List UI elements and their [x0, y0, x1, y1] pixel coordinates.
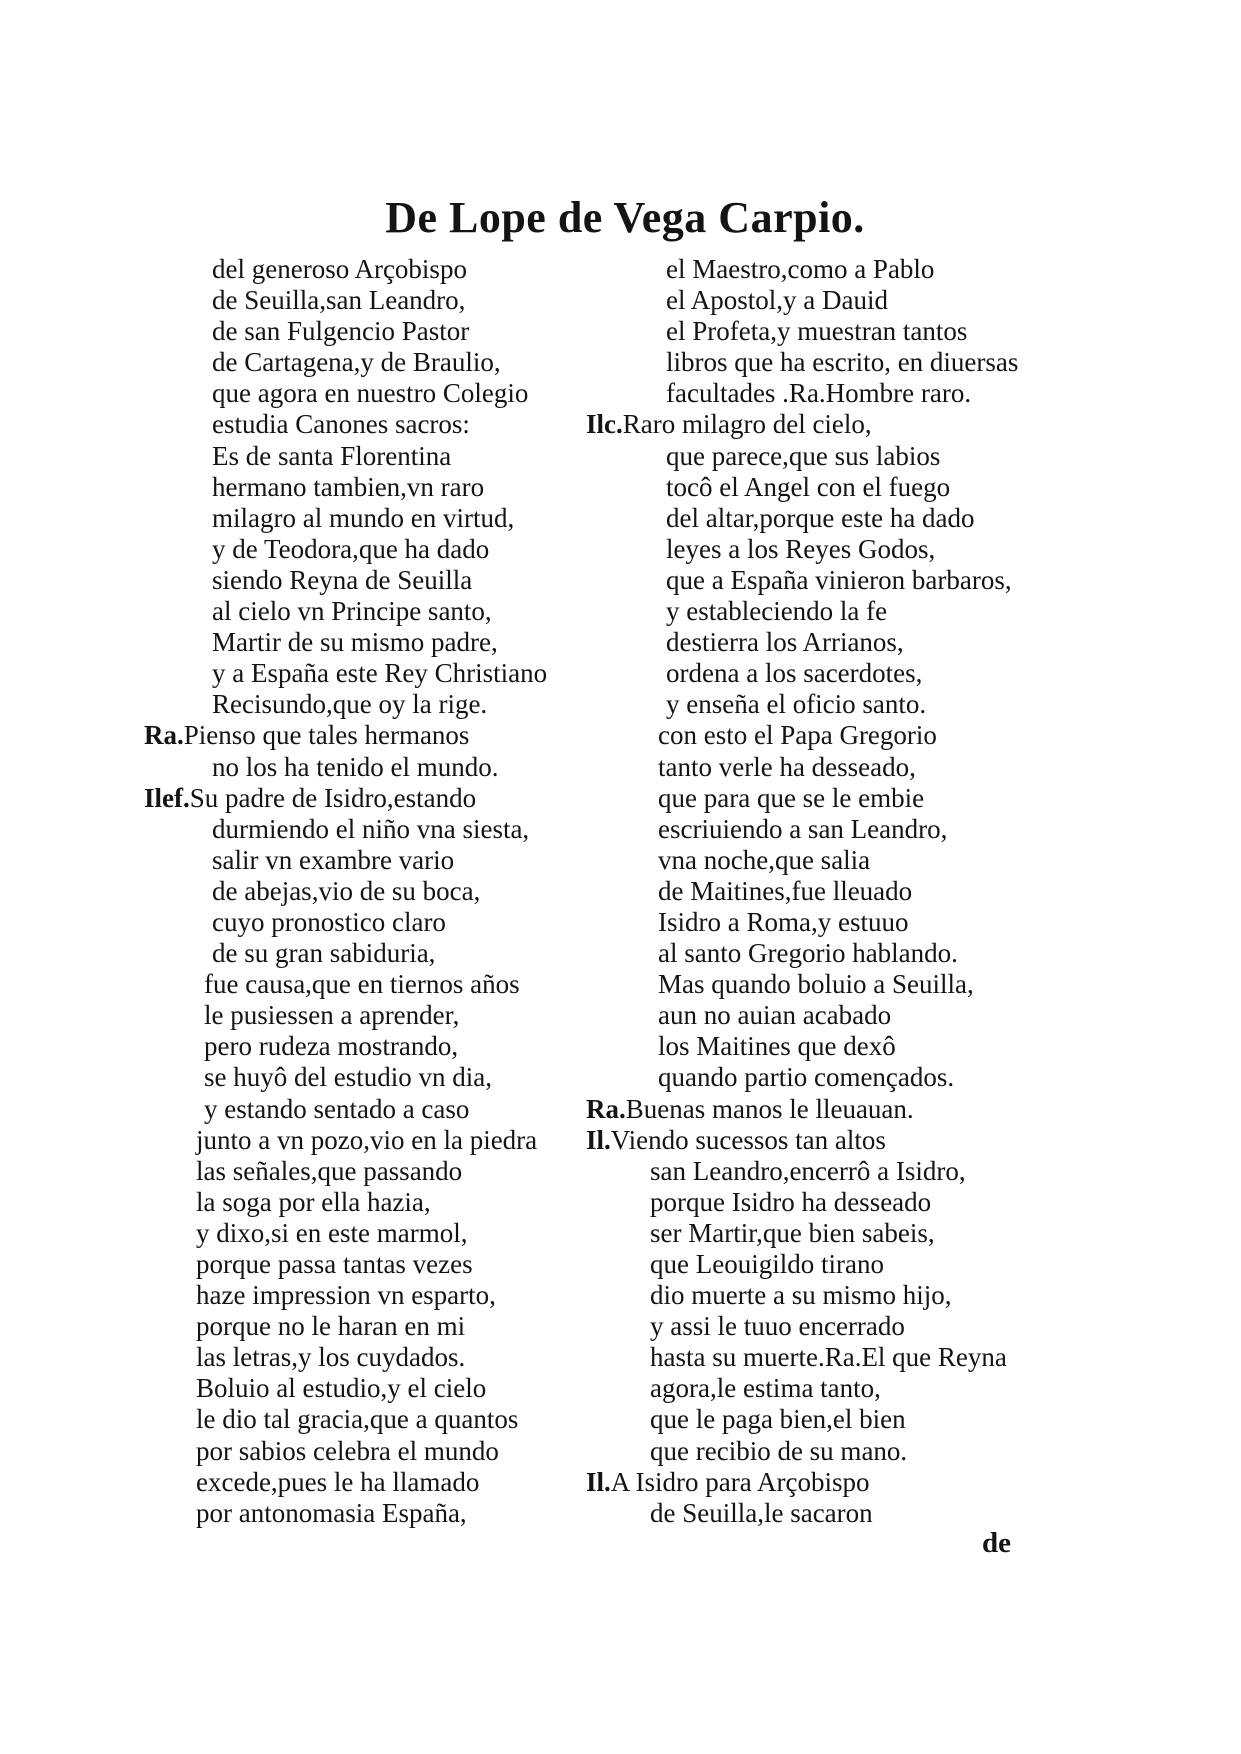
verse-line: [168, 876, 598, 907]
verse-text: ordena a los sacerdotes,: [666, 658, 923, 689]
speaker-label: Ilc.: [586, 409, 623, 440]
verse-line: [168, 752, 598, 783]
speaker-label: Ra.: [144, 720, 184, 751]
verse-line: [168, 472, 598, 503]
verse-line: [168, 938, 598, 969]
verse-line: [612, 938, 1082, 969]
verse-text: haze impression vn esparto,: [196, 1280, 496, 1311]
verse-text: y assi le tuuo encerrado: [650, 1311, 905, 1342]
verse-text: el Apostol,y a Dauid: [666, 285, 888, 316]
verse-text: le dio tal gracia,que a quantos: [196, 1404, 519, 1435]
verse-line: [168, 907, 598, 938]
verse-text: estudia Canones sacros:: [212, 409, 470, 440]
verse-line: [168, 1342, 598, 1373]
verse-text: destierra los Arrianos,: [666, 627, 904, 658]
verse-text: por sabios celebra el mundo: [196, 1435, 499, 1466]
speaker-label: Ra.: [586, 1093, 626, 1124]
verse-text: vna noche,que salia: [658, 844, 871, 875]
verse-text: Viendo sucessos tan altos: [610, 1124, 886, 1155]
verse-line: [168, 565, 598, 596]
verse-line: [168, 1062, 598, 1093]
verse-line: [168, 1187, 598, 1218]
verse-line: [168, 254, 598, 285]
verse-text: que Leouigildo tirano: [650, 1249, 884, 1279]
verse-line: [168, 1404, 598, 1435]
verse-text: Su padre de Isidro,estando: [189, 782, 477, 813]
verse-text: facultades .Ra.Hombre raro.: [666, 378, 972, 409]
verse-line: [586, 409, 1082, 440]
verse-text: que recibio de su mano.: [650, 1435, 908, 1466]
verse-line: [144, 720, 598, 751]
verse-text: de Cartagena,y de Braulio,: [212, 347, 501, 378]
verse-line: [612, 1311, 1082, 1342]
verse-line: [586, 1125, 1082, 1156]
verse-text: de abejas,vio de su boca,: [212, 875, 481, 906]
verse-text: de su gran sabiduria,: [212, 938, 436, 969]
verse-text: pero rudeza mostrando,: [204, 1031, 459, 1062]
verse-line: [612, 1342, 1082, 1373]
left-text-column: [144, 254, 598, 1529]
verse-text: salir vn exambre vario: [212, 844, 455, 875]
verse-line: [168, 1373, 598, 1404]
verse-line: [612, 1249, 1082, 1280]
verse-text: Buenas manos le lleuauan.: [625, 1093, 914, 1124]
verse-text: dio muerte a su mismo hijo,: [650, 1280, 952, 1311]
verse-line: [612, 1280, 1082, 1311]
verse-text: leyes a los Reyes Godos,: [666, 533, 936, 564]
verse-text: Mas quando boluio a Seuilla,: [658, 969, 974, 1000]
verse-line: [612, 1498, 1082, 1529]
verse-line: [168, 596, 598, 627]
verse-line: [612, 347, 1082, 378]
verse-line: [168, 1249, 598, 1280]
verse-line: [168, 1125, 598, 1156]
verse-line: [168, 689, 598, 720]
verse-text: se huyô del estudio vn dia,: [204, 1062, 492, 1093]
verse-text: fue causa,que en tiernos años: [204, 969, 520, 1000]
verse-text: libros que ha escrito, en diuersas: [666, 347, 1019, 378]
verse-text: y estableciendo la fe: [666, 596, 888, 627]
verse-text: cuyo pronostico claro: [212, 906, 446, 937]
verse-line: [612, 752, 1082, 783]
speaker-label: Il.: [586, 1124, 611, 1155]
speaker-label: Ilef.: [144, 782, 190, 813]
verse-text: quando partio començados.: [658, 1062, 955, 1093]
verse-line: [168, 409, 598, 440]
verse-line: [168, 845, 598, 876]
verse-line: [168, 285, 598, 316]
verse-text: las señales,que passando: [196, 1155, 463, 1186]
verse-text: Isidro a Roma,y estuuo: [658, 906, 909, 937]
verse-line: [612, 1218, 1082, 1249]
verse-text: al santo Gregorio hablando.: [658, 938, 958, 969]
verse-text: siendo Reyna de Seuilla: [212, 564, 473, 595]
verse-line: [168, 1436, 598, 1467]
verse-text: de Seuilla,san Leandro,: [212, 285, 466, 316]
verse-line: [612, 783, 1082, 814]
verse-text: y enseña el oficio santo.: [666, 689, 927, 720]
verse-line: [168, 1218, 598, 1249]
verse-text: hasta su muerte.Ra.El que Reyna: [650, 1342, 1007, 1373]
verse-text: san Leandro,encerrô a Isidro,: [650, 1155, 966, 1186]
verse-line: [612, 378, 1082, 409]
verse-text: tocô el Angel con el fuego: [666, 471, 951, 502]
verse-line: [612, 845, 1082, 876]
verse-line: [612, 596, 1082, 627]
verse-line: [168, 316, 598, 347]
verse-line: [612, 316, 1082, 347]
verse-line: [168, 1156, 598, 1187]
verse-text: excede,pues le ha llamado: [196, 1466, 480, 1497]
verse-text: los Maitines que dexô: [658, 1031, 896, 1062]
right-text-column: [586, 254, 1082, 1529]
verse-text: Pienso que tales hermanos: [183, 720, 470, 751]
verse-text: que parece,que sus labios: [666, 440, 941, 471]
verse-text: porque Isidro ha desseado: [650, 1186, 932, 1217]
verse-text: con esto el Papa Gregorio: [658, 720, 937, 751]
verse-line: [168, 378, 598, 409]
verse-line: [612, 1373, 1082, 1404]
verse-text: de Maitines,fue lleuado: [658, 875, 913, 906]
verse-text: le pusiessen a aprender,: [204, 1000, 460, 1031]
verse-line: [612, 658, 1082, 689]
verse-line: [612, 1031, 1082, 1062]
verse-text: ser Martir,que bien sabeis,: [650, 1217, 935, 1248]
verse-text: A Isidro para Arçobispo: [610, 1466, 870, 1497]
verse-line: [586, 1467, 1082, 1498]
verse-line: [612, 969, 1082, 1000]
verse-line: [612, 254, 1082, 285]
verse-text: agora,le estima tanto,: [650, 1373, 881, 1404]
verse-line: [168, 1031, 598, 1062]
verse-line: [612, 534, 1082, 565]
verse-text: Martir de su mismo padre,: [212, 627, 498, 658]
verse-text: y dixo,si en este marmol,: [196, 1217, 468, 1248]
verse-text: y de Teodora,que ha dado: [212, 533, 490, 564]
verse-text: porque no le haran en mi: [196, 1311, 466, 1342]
verse-line: [612, 907, 1082, 938]
verse-line: [612, 1062, 1082, 1093]
verse-line: [612, 1156, 1082, 1187]
verse-text: tanto verle ha desseado,: [658, 751, 916, 782]
verse-line: [612, 689, 1082, 720]
verse-line: [612, 876, 1082, 907]
verse-text: aun no auian acabado: [658, 1000, 892, 1031]
verse-text: y a España este Rey Christiano: [212, 658, 548, 689]
verse-line: [612, 1000, 1082, 1031]
verse-line: [168, 1000, 598, 1031]
verse-text: del altar,porque este ha dado: [666, 502, 975, 533]
verse-line: [168, 1311, 598, 1342]
verse-line: [168, 1280, 598, 1311]
verse-line: [612, 503, 1082, 534]
verse-line: [612, 1436, 1082, 1467]
verse-text: Boluio al estudio,y el cielo: [196, 1373, 487, 1404]
verse-text: hermano tambien,vn raro: [212, 471, 485, 502]
verse-text: de san Fulgencio Pastor: [212, 316, 470, 347]
catchword: de: [982, 1527, 1011, 1559]
verse-line: [144, 783, 598, 814]
verse-line: [168, 658, 598, 689]
verse-text: Raro milagro del cielo,: [622, 409, 872, 440]
verse-line: [612, 472, 1082, 503]
verse-text: junto a vn pozo,vio en la piedra: [196, 1124, 538, 1155]
verse-line: [612, 720, 1082, 751]
verse-line: [612, 814, 1082, 845]
verse-text: Recisundo,que oy la rige.: [212, 689, 488, 720]
verse-text: las letras,y los cuydados.: [196, 1342, 466, 1373]
verse-line: [612, 285, 1082, 316]
verse-line: [168, 627, 598, 658]
verse-line: [168, 441, 598, 472]
speaker-label: Il.: [586, 1466, 611, 1497]
verse-line: [586, 1094, 1082, 1125]
verse-line: [168, 347, 598, 378]
verse-text: que a España vinieron barbaros,: [666, 564, 1012, 595]
verse-line: [612, 627, 1082, 658]
verse-line: [168, 1498, 598, 1529]
verse-text: Es de santa Florentina: [212, 440, 452, 471]
verse-text: y estando sentado a caso: [204, 1093, 470, 1124]
verse-text: escriuiendo a san Leandro,: [658, 813, 948, 844]
verse-text: la soga por ella hazia,: [196, 1186, 431, 1217]
verse-text: de Seuilla,le sacaron: [650, 1497, 873, 1528]
verse-text: que le paga bien,el bien: [650, 1404, 906, 1435]
verse-text: por antonomasia España,: [196, 1497, 467, 1528]
verse-line: [168, 1094, 598, 1125]
verse-text: el Profeta,y muestran tantos: [666, 316, 968, 347]
verse-text: que para que se le embie: [658, 782, 925, 813]
verse-line: [168, 1467, 598, 1498]
running-title: De Lope de Vega Carpio.: [385, 193, 865, 242]
verse-line: [612, 1187, 1082, 1218]
verse-line: [612, 565, 1082, 596]
verse-line: [612, 1404, 1082, 1435]
verse-text: del generoso Arçobispo: [212, 254, 467, 284]
verse-text: porque passa tantas vezes: [196, 1249, 473, 1279]
verse-text: al cielo vn Principe santo,: [212, 596, 492, 627]
verse-text: no los ha tenido el mundo.: [212, 751, 499, 782]
verse-text: que agora en nuestro Colegio: [212, 378, 529, 409]
verse-text: el Maestro,como a Pablo: [666, 254, 935, 284]
verse-text: durmiendo el niño vna siesta,: [212, 813, 530, 844]
verse-line: [168, 969, 598, 1000]
verse-line: [168, 814, 598, 845]
verse-line: [168, 534, 598, 565]
verse-line: [168, 503, 598, 534]
verse-text: milagro al mundo en virtud,: [212, 502, 515, 533]
verse-line: [612, 441, 1082, 472]
